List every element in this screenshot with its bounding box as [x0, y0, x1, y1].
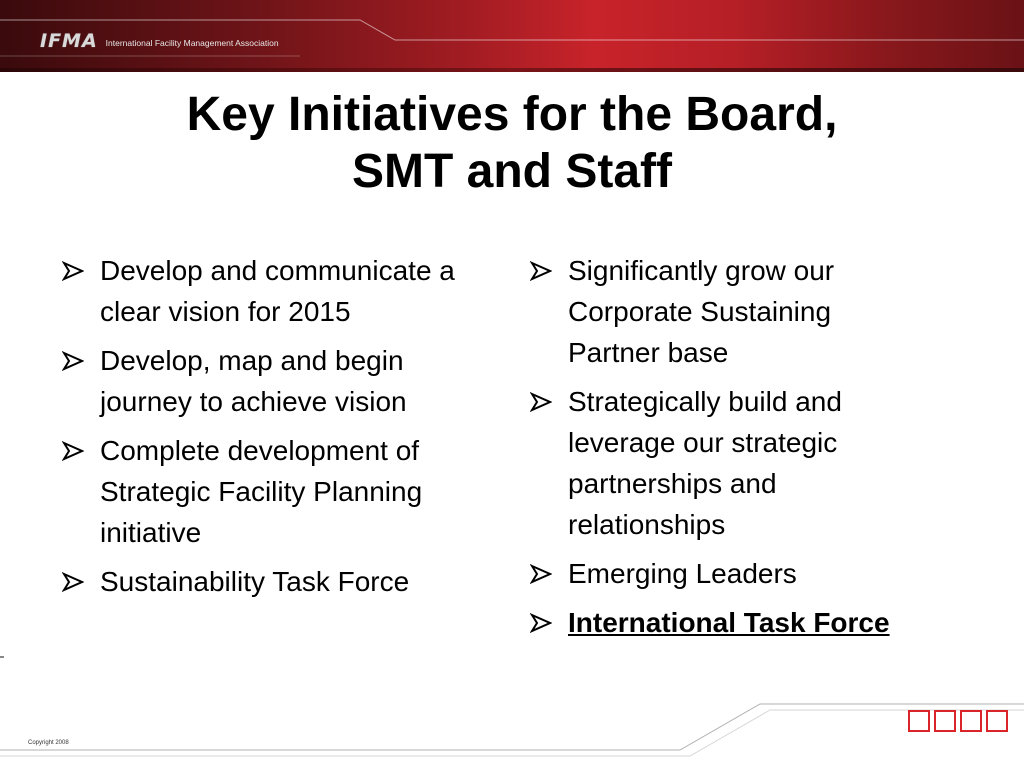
arrow-bullet-icon	[530, 553, 558, 594]
bullet-text: Complete development of Strategic Facility Planning initiative	[100, 435, 423, 548]
list-item	[62, 561, 502, 602]
title-line-1: Key Initiatives for the Board,	[186, 88, 838, 141]
header-band	[0, 0, 1024, 72]
bullet-text: Sustainability Task Force	[100, 566, 410, 597]
arrow-bullet-icon	[62, 340, 90, 381]
footer-decoration	[0, 690, 1024, 768]
right-bullet-list	[530, 250, 930, 651]
title-line-2: SMT and Staff	[352, 145, 672, 198]
copyright-text: Copyright 2008	[28, 740, 69, 746]
bullet-text: Develop and communicate a clear vision for 2015	[100, 255, 455, 327]
bullet-text-emphasized: International Task Force	[568, 607, 890, 638]
arrow-bullet-icon	[530, 381, 558, 422]
list-item	[530, 602, 930, 643]
brand-square	[960, 710, 982, 732]
list-item	[62, 430, 502, 553]
list-item	[62, 340, 502, 422]
logo-mark: IFMA	[40, 30, 98, 52]
slide-title	[0, 86, 1024, 200]
arrow-bullet-icon	[530, 250, 558, 291]
arrow-bullet-icon	[62, 561, 90, 602]
arrow-bullet-icon	[62, 430, 90, 471]
bullet-text: Develop, map and begin journey to achieve vision	[100, 345, 407, 417]
brand-square	[908, 710, 930, 732]
bullet-text: Emerging Leaders	[568, 558, 797, 589]
left-bullet-list	[62, 250, 502, 610]
list-item	[530, 553, 930, 594]
logo-subtitle: International Facility Management Association	[105, 38, 279, 48]
bullet-text: Significantly grow our Corporate Sustaining Partner base	[568, 255, 835, 368]
arrow-bullet-icon	[62, 250, 90, 291]
brand-squares	[908, 710, 1008, 732]
arrow-bullet-icon	[530, 602, 558, 643]
list-item	[62, 250, 502, 332]
list-item	[530, 250, 930, 373]
brand-square	[986, 710, 1008, 732]
ifma-logo	[40, 30, 279, 52]
bullet-text: Strategically build and leverage our strategic partnerships and relationships	[568, 386, 842, 540]
brand-square	[934, 710, 956, 732]
list-item	[530, 381, 930, 545]
edge-mark	[0, 656, 4, 658]
